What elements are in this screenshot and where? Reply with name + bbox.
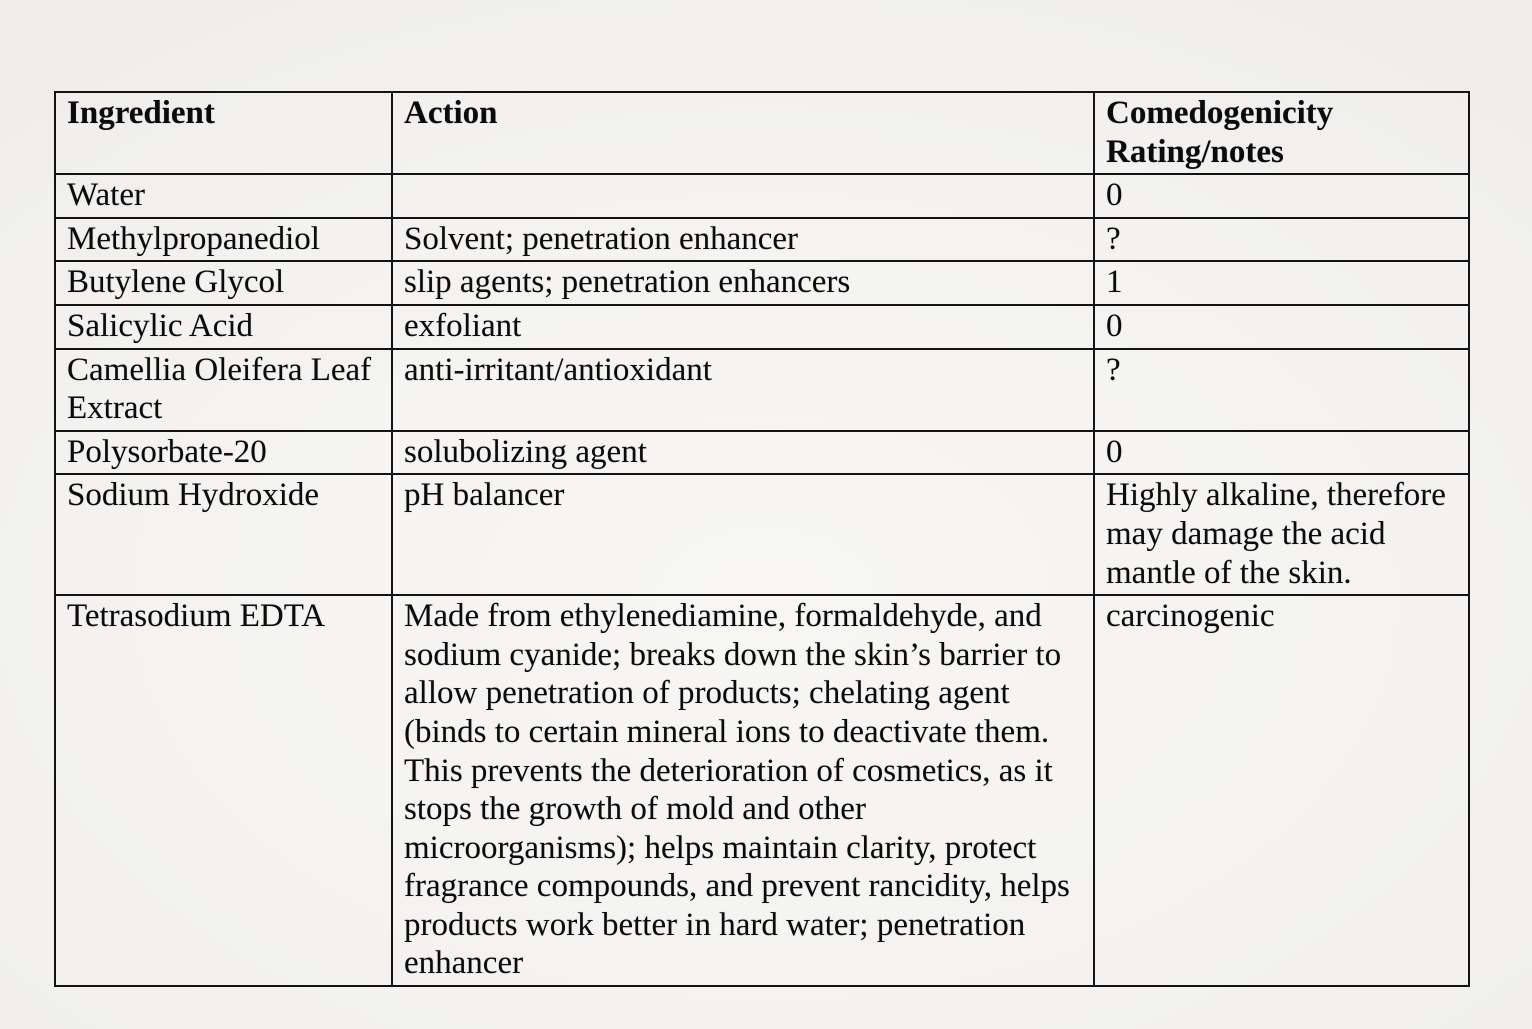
cell-action: Solvent; penetration enhancer: [392, 218, 1094, 262]
cell-ingredient: Camellia Oleifera Leaf Extract: [55, 349, 392, 431]
cell-rating: 1: [1094, 261, 1469, 305]
cell-action: pH balancer: [392, 474, 1094, 595]
cell-ingredient: Tetrasodium EDTA: [55, 595, 392, 986]
column-header-comedogenicity: Comedogenicity Rating/notes: [1094, 92, 1469, 174]
cell-action: [392, 174, 1094, 218]
cell-rating: Highly alkaline, therefore may damage the acid mantle of the skin.: [1094, 474, 1469, 595]
table-row: [55, 431, 1469, 475]
table-row: [55, 261, 1469, 305]
table-row: [55, 474, 1469, 595]
cell-ingredient: Sodium Hydroxide: [55, 474, 392, 595]
cell-ingredient: Water: [55, 174, 392, 218]
cell-action: slip agents; penetration enhancers: [392, 261, 1094, 305]
table-header-row: [55, 92, 1469, 174]
cell-ingredient: Butylene Glycol: [55, 261, 392, 305]
cell-rating: 0: [1094, 174, 1469, 218]
ingredients-table: [54, 91, 1470, 987]
table-row: [55, 218, 1469, 262]
table-row: [55, 595, 1469, 986]
table-row: [55, 349, 1469, 431]
cell-action: solubolizing agent: [392, 431, 1094, 475]
table-row: [55, 305, 1469, 349]
cell-rating: 0: [1094, 305, 1469, 349]
cell-rating: 0: [1094, 431, 1469, 475]
column-header-ingredient: Ingredient: [55, 92, 392, 174]
cell-rating: ?: [1094, 349, 1469, 431]
cell-rating: ?: [1094, 218, 1469, 262]
cell-ingredient: Polysorbate-20: [55, 431, 392, 475]
cell-action: Made from ethylenediamine, formaldehyde, and sodium cyanide; breaks down the skin’s barrier to allow penetration of products; chelating agent (binds to certain mineral ions to deactivate them. This prevents the deterioration of cosmetics, as it stops the growth of mold and other microorganisms); helps maintain clarity, protect fragrance compounds, and prevent rancidity, helps products work better in hard water; penetration enhancer: [392, 595, 1094, 986]
column-header-action: Action: [392, 92, 1094, 174]
cell-rating: carcinogenic: [1094, 595, 1469, 986]
cell-ingredient: Salicylic Acid: [55, 305, 392, 349]
table-row: [55, 174, 1469, 218]
cell-action: anti-irritant/antioxidant: [392, 349, 1094, 431]
cell-action: exfoliant: [392, 305, 1094, 349]
cell-ingredient: Methylpropanediol: [55, 218, 392, 262]
table-body: [55, 174, 1469, 986]
